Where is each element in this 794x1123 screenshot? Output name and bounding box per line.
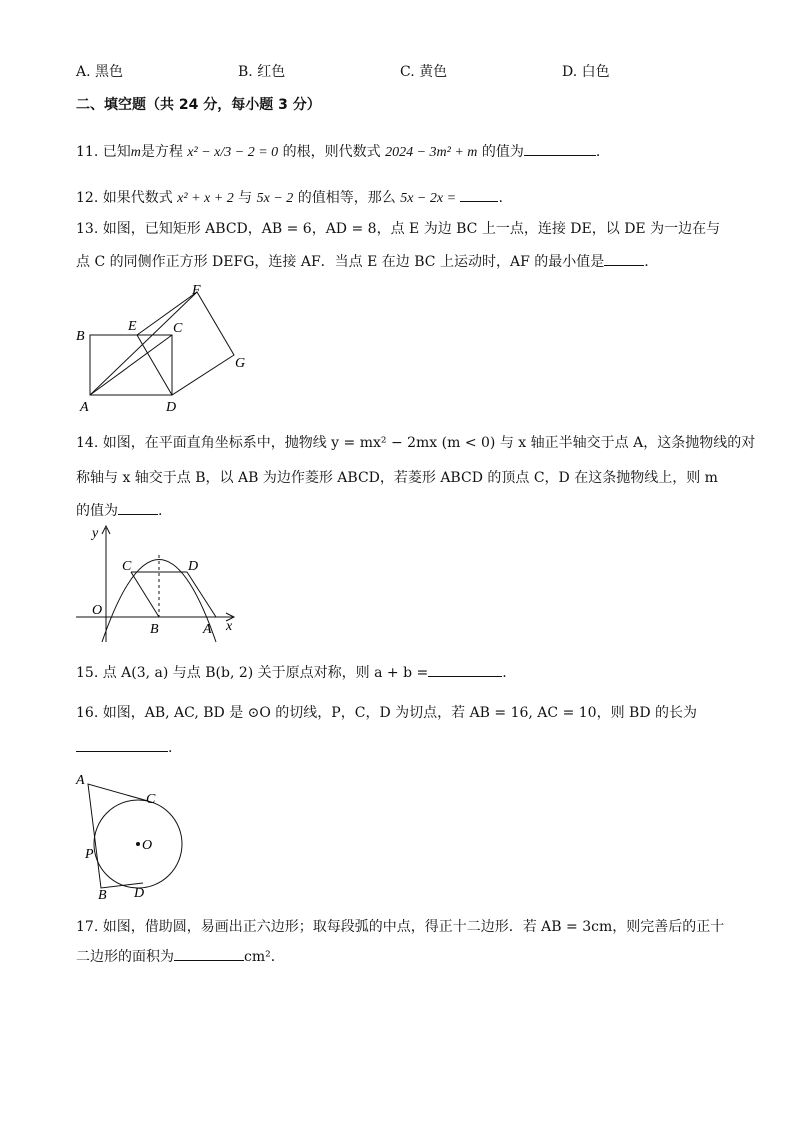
label-x: x	[226, 619, 233, 634]
question-11	[76, 141, 600, 163]
q14-text: 的值为	[76, 503, 118, 519]
q12-number: 12.	[76, 190, 99, 206]
question-13-line-2	[76, 251, 649, 272]
q12-expr-2: 5x − 2	[256, 191, 294, 206]
answer-blank[interactable]	[460, 187, 498, 202]
q11-equation: x² − x/3 − 2 = 0	[187, 145, 279, 160]
q11-text-3: 的根，则代数式	[282, 144, 381, 160]
label-a: A	[203, 622, 212, 637]
options-row	[76, 62, 716, 82]
question-16-line-1: 16. 如图，AB, AC, BD 是 ⊙O 的切线，P，C，D 为切点，若 AB = 16, AC = 10，则 BD 的长为	[76, 705, 697, 721]
q12-expr-1: x² + x + 2	[177, 191, 234, 206]
label-f: F	[192, 283, 201, 298]
question-14-line-2: 称轴与 x 轴交于点 B，以 AB 为边作菱形 ABCD，若菱形 ABCD 的顶点 C，D 在这条抛物线上，则 m	[76, 470, 718, 486]
question-15	[76, 662, 507, 683]
question-17-line-2	[76, 946, 285, 967]
q11-text-4: 的值为	[481, 144, 524, 160]
q17-text: 二边形的面积为	[76, 949, 174, 965]
q13-text: 点 C 的同侧作正方形 DEFG，连接 AF．当点 E 在边 BC 上运动时，AF 的最小值是	[76, 254, 605, 270]
q11-text-2: 是方程	[140, 144, 183, 160]
q16-end: .	[168, 740, 173, 756]
label-o: O	[92, 603, 103, 618]
label-c: C	[173, 321, 183, 336]
label-b: B	[150, 622, 159, 637]
q12-text-1: 如果代数式	[102, 190, 173, 206]
label-a: A	[76, 773, 85, 788]
q12-text-3: 的值相等，那么	[297, 190, 396, 206]
answer-blank[interactable]	[524, 141, 596, 156]
section-title: 二、填空题（共 24 分，每小题 3 分）	[76, 97, 321, 113]
q14-end: .	[158, 503, 163, 519]
q15-end: .	[502, 665, 507, 681]
q15-text: 15. 点 A(3, a) 与点 B(b, 2) 关于原点对称，则 a + b =	[76, 665, 429, 681]
q11-end: .	[595, 144, 601, 160]
label-a: A	[80, 400, 89, 415]
figure-14	[70, 520, 245, 645]
question-13-line-1: 13. 如图，已知矩形 ABCD，AB = 6，AD = 8，点 E 为边 BC 上一点，连接 DE，以 DE 为一边在与	[76, 221, 721, 237]
q11-var: m	[130, 145, 141, 160]
segment-ac	[90, 335, 172, 395]
label-d: D	[166, 400, 177, 415]
label-c: C	[146, 792, 156, 807]
q13-end: .	[644, 254, 649, 270]
label-c: C	[122, 559, 132, 574]
label-g: G	[235, 356, 246, 371]
segment-da	[187, 572, 216, 617]
question-17-line-1: 17. 如图，借助圆，易画出正六边形；取每段弧的中点，得正十二边形．若 AB = 3cm，则完善后的正十	[76, 919, 725, 935]
answer-blank[interactable]	[604, 251, 644, 266]
answer-blank[interactable]	[76, 737, 168, 752]
question-14-line-1: 14. 如图，在平面直角坐标系中，抛物线 y = mx² − 2mx (m < 0) 与 x 轴正半轴交于点 A，这条抛物线的对	[76, 435, 756, 451]
answer-blank[interactable]	[174, 946, 244, 961]
q11-expression: 2024 − 3m² + m	[385, 145, 478, 160]
label-o: O	[142, 838, 153, 853]
option-c: C. 黄色	[400, 64, 448, 80]
segment-af	[90, 292, 197, 395]
label-e: E	[128, 319, 137, 334]
segment-cb	[131, 572, 159, 617]
question-14-line-3	[76, 500, 162, 521]
q11-number: 11.	[76, 144, 99, 160]
label-d: D	[134, 886, 145, 901]
label-b: B	[76, 329, 85, 344]
figure-13	[72, 280, 262, 415]
q12-text-2: 与	[238, 190, 253, 206]
figure-16	[72, 768, 192, 903]
label-b: B	[98, 888, 107, 903]
question-12	[76, 187, 503, 209]
answer-blank[interactable]	[118, 500, 158, 515]
option-d: D. 白色	[562, 64, 610, 80]
q11-text-1: 已知	[102, 144, 131, 160]
question-16-line-2	[76, 737, 172, 758]
q12-end: .	[498, 190, 503, 206]
square-defg	[137, 292, 234, 395]
center-point	[136, 842, 140, 846]
q17-unit: cm²．	[244, 949, 285, 965]
answer-blank[interactable]	[428, 662, 502, 677]
q12-expr-3: 5x − 2x =	[400, 191, 457, 206]
label-d: D	[188, 559, 199, 574]
option-a: A. 黑色	[76, 64, 124, 80]
label-y: y	[92, 526, 99, 541]
label-p: P	[85, 847, 94, 862]
option-b: B. 红色	[238, 64, 286, 80]
